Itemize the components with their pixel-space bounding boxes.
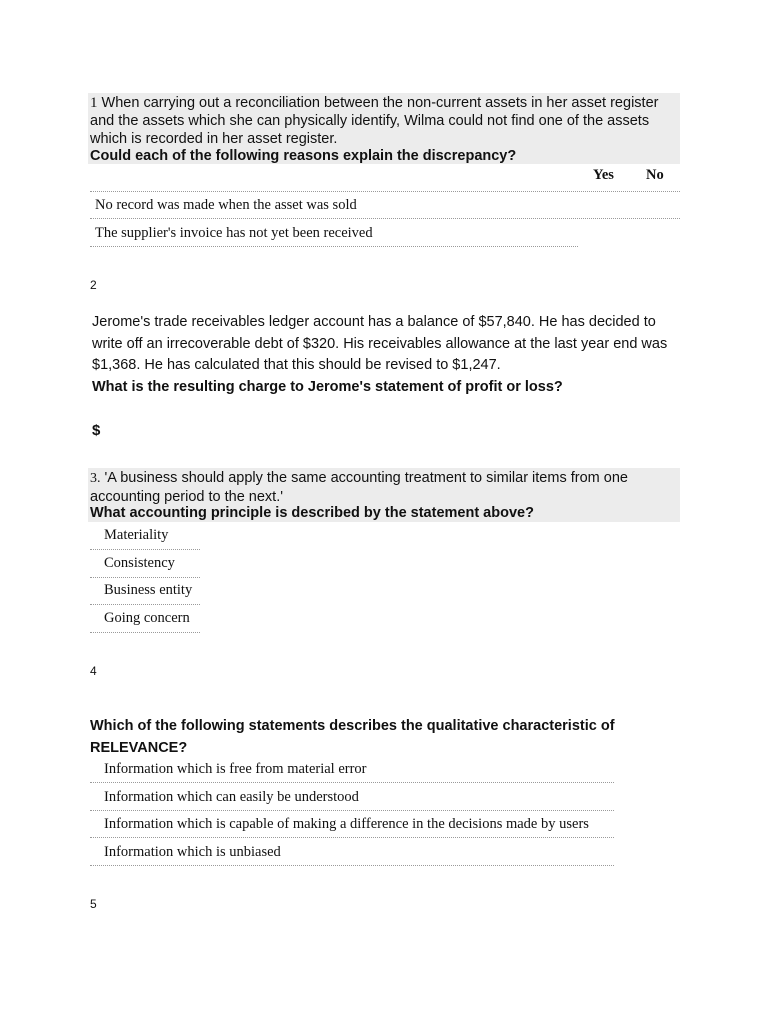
column-yes-header: Yes <box>593 167 614 183</box>
question-1-text: When carrying out a reconciliation between the non-current assets in her asset register and the assets which she can physically identify, Wilma could not find one of the assets which is recorded in her asset register. <box>90 95 659 147</box>
q3-option-consistency[interactable]: Consistency <box>104 555 175 571</box>
q4-option-1[interactable]: Information which is free from material error <box>104 761 367 777</box>
q1-row-2: The supplier's invoice has not yet been received <box>95 225 373 241</box>
q3-option-business-entity[interactable]: Business entity <box>104 582 193 598</box>
question-4-prompt: Which of the following statements describes the qualitative characteristic of RELEVANCE? <box>90 718 615 756</box>
table-divider <box>90 246 578 247</box>
q1-row-1: No record was made when the asset was sold <box>95 197 357 213</box>
option-divider <box>90 632 200 633</box>
question-2-number: 2 <box>90 278 97 292</box>
option-divider <box>90 549 200 550</box>
question-2-prompt: What is the resulting charge to Jerome's statement of profit or loss? <box>92 379 563 395</box>
option-divider <box>90 604 200 605</box>
q4-option-4[interactable]: Information which is unbiased <box>104 844 281 860</box>
table-divider <box>90 191 680 192</box>
option-divider <box>90 577 200 578</box>
option-divider <box>90 810 614 811</box>
option-divider <box>90 782 614 783</box>
column-no-header: No <box>646 167 664 183</box>
option-divider <box>90 837 614 838</box>
question-4-number: 4 <box>90 664 97 678</box>
q3-option-materiality[interactable]: Materiality <box>104 527 169 543</box>
q4-option-3[interactable]: Information which is capable of making a difference in the decisions made by users <box>104 816 589 832</box>
question-1-stem <box>90 94 678 148</box>
question-1-number: 1 <box>90 95 98 111</box>
table-divider <box>90 218 680 219</box>
answer-dollar-sign: $ <box>92 422 101 439</box>
q3-option-going-concern[interactable]: Going concern <box>104 610 190 626</box>
question-1-prompt: Could each of the following reasons explain the discrepancy? <box>90 148 517 164</box>
question-3-prompt: What accounting principle is described by the statement above? <box>90 505 534 521</box>
question-3-stem <box>90 469 678 506</box>
question-3-text: 'A business should apply the same accounting treatment to similar items from one accounting period to the next.' <box>90 470 628 505</box>
question-3-number: 3. <box>90 471 101 486</box>
option-divider <box>90 865 614 866</box>
question-5-number: 5 <box>90 897 97 911</box>
question-2-text: Jerome's trade receivables ledger account has a balance of $57,840. He has decided to write off an irrecoverable debt of $320. His receivables allowance at the last year end was $1,368. He has calculated that this should be revised to $1,247. <box>92 314 668 373</box>
q4-option-2[interactable]: Information which can easily be understood <box>104 789 359 805</box>
